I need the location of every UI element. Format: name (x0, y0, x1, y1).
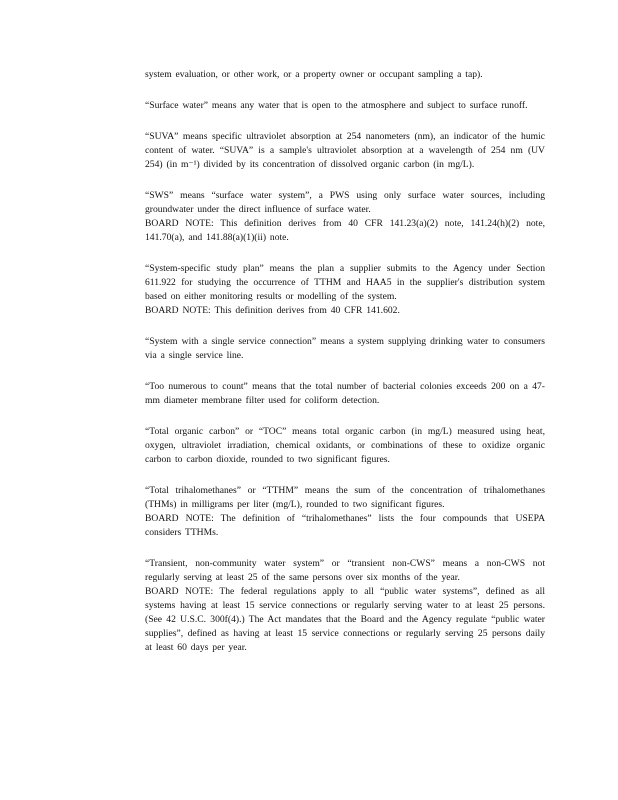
definition-text: system evaluation, or other work, or a property owner or occupant sampling a tap). (145, 69, 483, 80)
definition-paragraph (145, 484, 545, 540)
definition-paragraph (145, 130, 545, 172)
definition-text: “Surface water” means any water that is open to the atmosphere and subject to surface runoff. (145, 100, 528, 111)
board-note: BOARD NOTE: This definition derives from 40 CFR 141.602. (145, 305, 400, 316)
definition-paragraph (145, 335, 545, 363)
definition-paragraph (145, 425, 545, 467)
definition-paragraph (145, 262, 545, 318)
definition-paragraph (145, 380, 545, 408)
definition-text: “Transient, non-community water system” or “transient non-CWS” means a non-CWS not regularly serving at least 25 of the same persons over six months of the year. (145, 558, 545, 583)
definition-paragraph (145, 557, 545, 655)
definition-text: “System with a single service connection” means a system supplying drinking water to consumers via a single service line. (145, 336, 545, 361)
definition-paragraph (145, 189, 545, 245)
definition-text: “SUVA” means specific ultraviolet absorption at 254 nanometers (nm), an indicator of the humic content of water. “SUVA” is a sample's ultraviolet absorption at a wavelength of 254 nm (UV 254) (in m⁻¹) divided by its concentration of dissolved organic carbon (in mg/L). (145, 131, 545, 170)
definition-text: “System-specific study plan” means the plan a supplier submits to the Agency under Section 611.922 for studying the occurrence of TTHM and HAA5 in the supplier's distribution system based on either monitoring results or modelling of the system. (145, 263, 545, 302)
definition-paragraph (145, 99, 545, 113)
document-body (145, 68, 545, 672)
definition-text: “Total trihalomethanes” or “TTHM” means the sum of the concentration of trihalomethanes (THMs) in milligrams per liter (mg/L), rounded to two significant figures. (145, 485, 545, 510)
board-note: BOARD NOTE: This definition derives from 40 CFR 141.23(a)(2) note, 141.24(h)(2) note, 141.70(a), and 141.88(a)(1)(ii) note. (145, 218, 545, 243)
definition-text: “SWS” means “surface water system”, a PWS using only surface water sources, including groundwater under the direct influence of surface water. (145, 190, 545, 215)
definition-text: “Too numerous to count” means that the total number of bacterial colonies exceeds 200 on a 47-mm diameter membrane filter used for coliform detection. (145, 381, 545, 406)
board-note: BOARD NOTE: The definition of “trihalomethanes” lists the four compounds that USEPA considers TTHMs. (145, 513, 545, 538)
definition-paragraph (145, 68, 545, 82)
definition-text: “Total organic carbon” or “TOC” means total organic carbon (in mg/L) measured using heat, oxygen, ultraviolet irradiation, chemical oxidants, or combinations of these to oxidize organic carbon to carbon dioxide, rounded to two significant figures. (145, 426, 545, 465)
board-note: BOARD NOTE: The federal regulations apply to all “public water systems”, defined as all systems having at least 15 service connections or regularly serving water to at least 25 persons. (See 42 U.S.C. 300f(4).) The Act mandates that the Board and the Agency regulate “public water supplies”, defined as having at least 15 service connections or regularly serving 25 persons daily at least 60 days per year. (145, 586, 545, 653)
